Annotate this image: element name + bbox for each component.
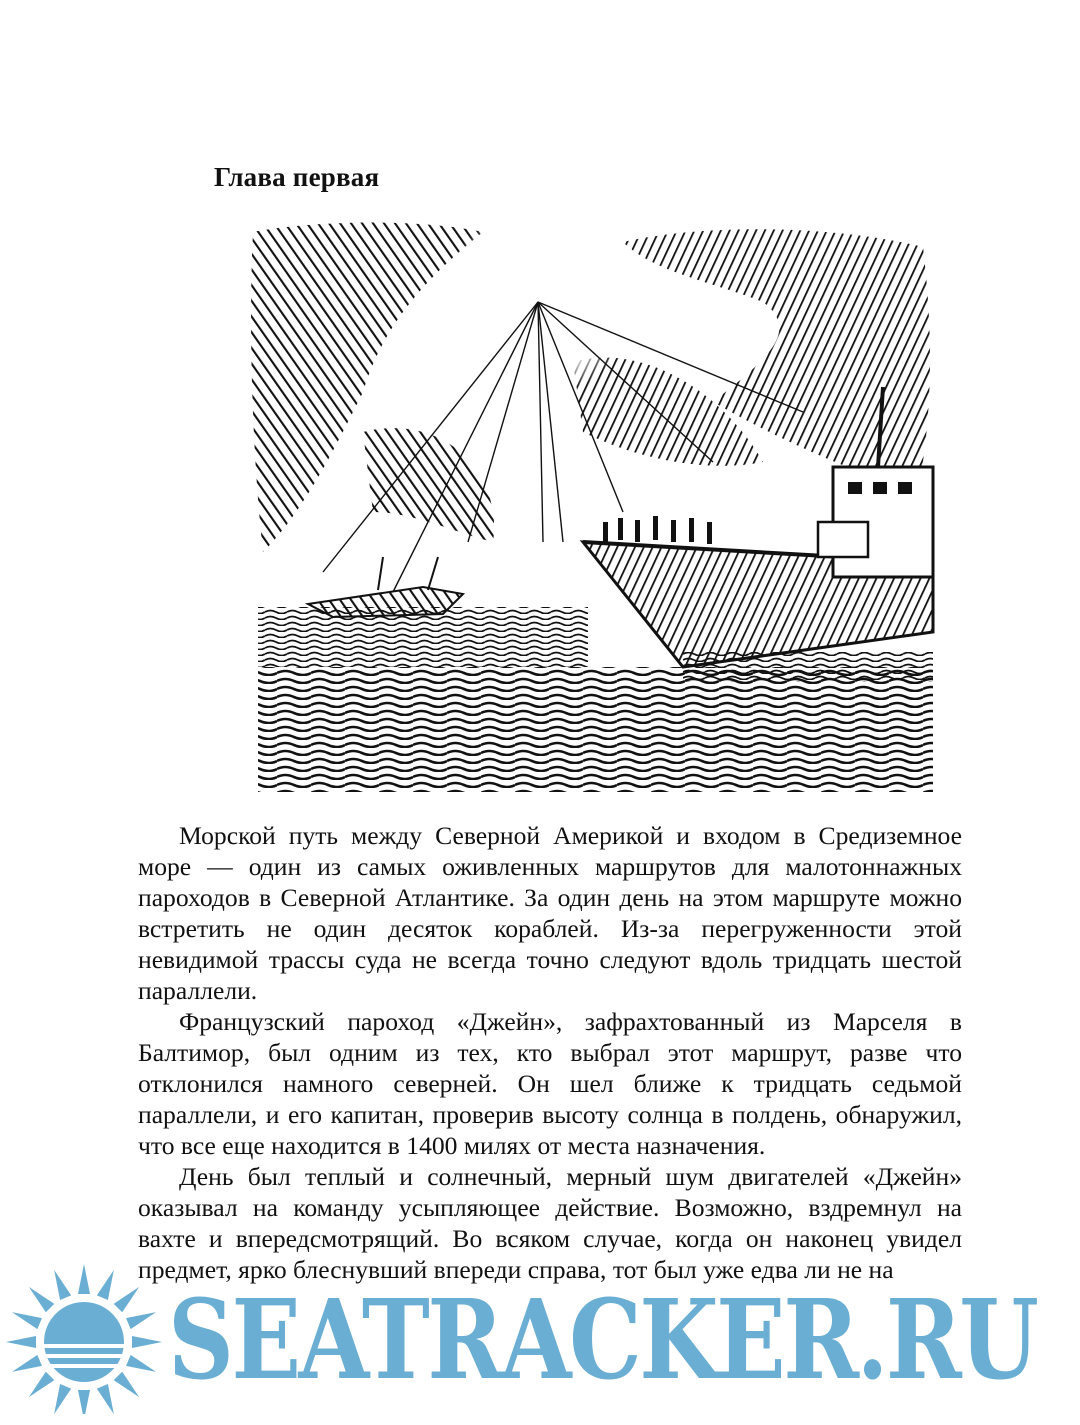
ship-illustration (243, 212, 943, 797)
sea-far (258, 607, 588, 667)
paragraph-1: Морской путь между Северной Америкой и входом в Средиземное море — один из самых оживленных маршрутов для малотоннажных пароходов в Северной Атлантике. За один день на этом маршруте можно встретить не один десяток кораблей. Из-за перегруженности этой невидимой трассы суда не всегда точно следуют вдоль тридцать шестой параллели. (138, 821, 962, 1005)
body-text (138, 820, 962, 1285)
sea-right (683, 652, 933, 682)
sky-hatch-mid (363, 428, 494, 542)
sun-icon (4, 1264, 164, 1414)
paragraph-3: День был теплый и солнечный, мерный шум двигателей «Джейн» оказывал на команду усыпляющее действие. Возможно, вздремнул на вахте и впередсмотрящий. Во всяком случае, когда он наконец увидел предмет, ярко блеснувший впереди справа, тот был уже едва ли не на (138, 1162, 962, 1284)
chapter-title: Глава первая (214, 162, 380, 192)
paragraph-2: Французский пароход «Джейн», зафрахтованный из Марселя в Балтимор, был одним из тех, кто выбрал этот маршрут, разве что отклонился намного северней. Он шел ближе к тридцать седьмой параллели, и его капитан, проверив высоту солнца в полдень, обнаружил, что все еще находится в 1400 милях от места назначения. (138, 1007, 962, 1160)
sea-near (258, 667, 933, 792)
watermark-text: SEATRACKER.RU (168, 1275, 1037, 1404)
watermark (0, 1262, 1080, 1425)
